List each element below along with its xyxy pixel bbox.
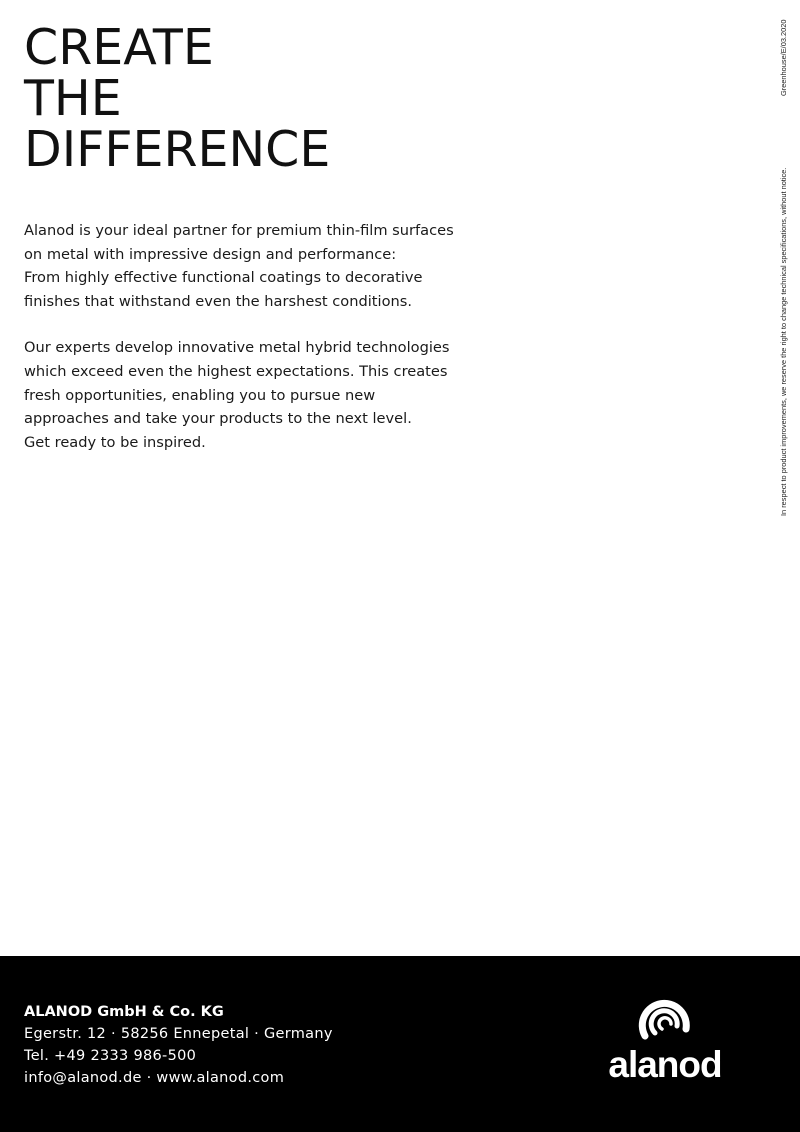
paragraph-line: Get ready to be inspired. xyxy=(24,433,206,451)
company-info xyxy=(24,1001,333,1089)
paragraph-line: Our experts develop innovative metal hybrid technologies xyxy=(24,339,450,357)
logo-wordmark: alanod xyxy=(608,1044,722,1085)
alanod-swirl-icon xyxy=(631,996,697,1046)
intro-text xyxy=(24,219,464,477)
paragraph-line: on metal with impressive design and performance: xyxy=(24,245,397,263)
paragraph-2 xyxy=(24,336,464,454)
paragraph-line: Alanod is your ideal partner for premium thin-film surfaces xyxy=(24,222,454,239)
company-contact: info@alanod.de · www.alanod.com xyxy=(24,1070,285,1086)
paragraph-line: From highly effective functional coatings to decorative xyxy=(24,269,423,287)
company-name: ALANOD GmbH & Co. KG xyxy=(24,1004,224,1020)
headline-line-3: DIFFERENCE xyxy=(24,121,331,178)
company-address: Egerstr. 12 · 58256 Ennepetal · Germany xyxy=(24,1026,333,1042)
headline xyxy=(24,19,331,178)
paragraph-line: fresh opportunities, enabling you to pursue new xyxy=(24,386,376,404)
headline-line-1: CREATE xyxy=(24,19,214,76)
paragraph-line: which exceed even the highest expectations. This creates xyxy=(24,362,448,380)
paragraph-line: finishes that withstand even the harshest conditions. xyxy=(24,292,413,310)
document-reference: Greenhouse/E/03.2020 xyxy=(779,19,788,96)
paragraph-line: approaches and take your products to the next level. xyxy=(24,410,412,428)
paragraph-1 xyxy=(24,219,464,313)
alanod-logo xyxy=(598,996,732,1088)
company-phone: Tel. +49 2333 986-500 xyxy=(24,1048,197,1064)
headline-line-2: THE xyxy=(24,70,122,127)
footer xyxy=(0,956,800,1132)
disclaimer-note: In respect to product improvements, we reserve the right to change technical specifications, without notice. xyxy=(779,167,788,516)
